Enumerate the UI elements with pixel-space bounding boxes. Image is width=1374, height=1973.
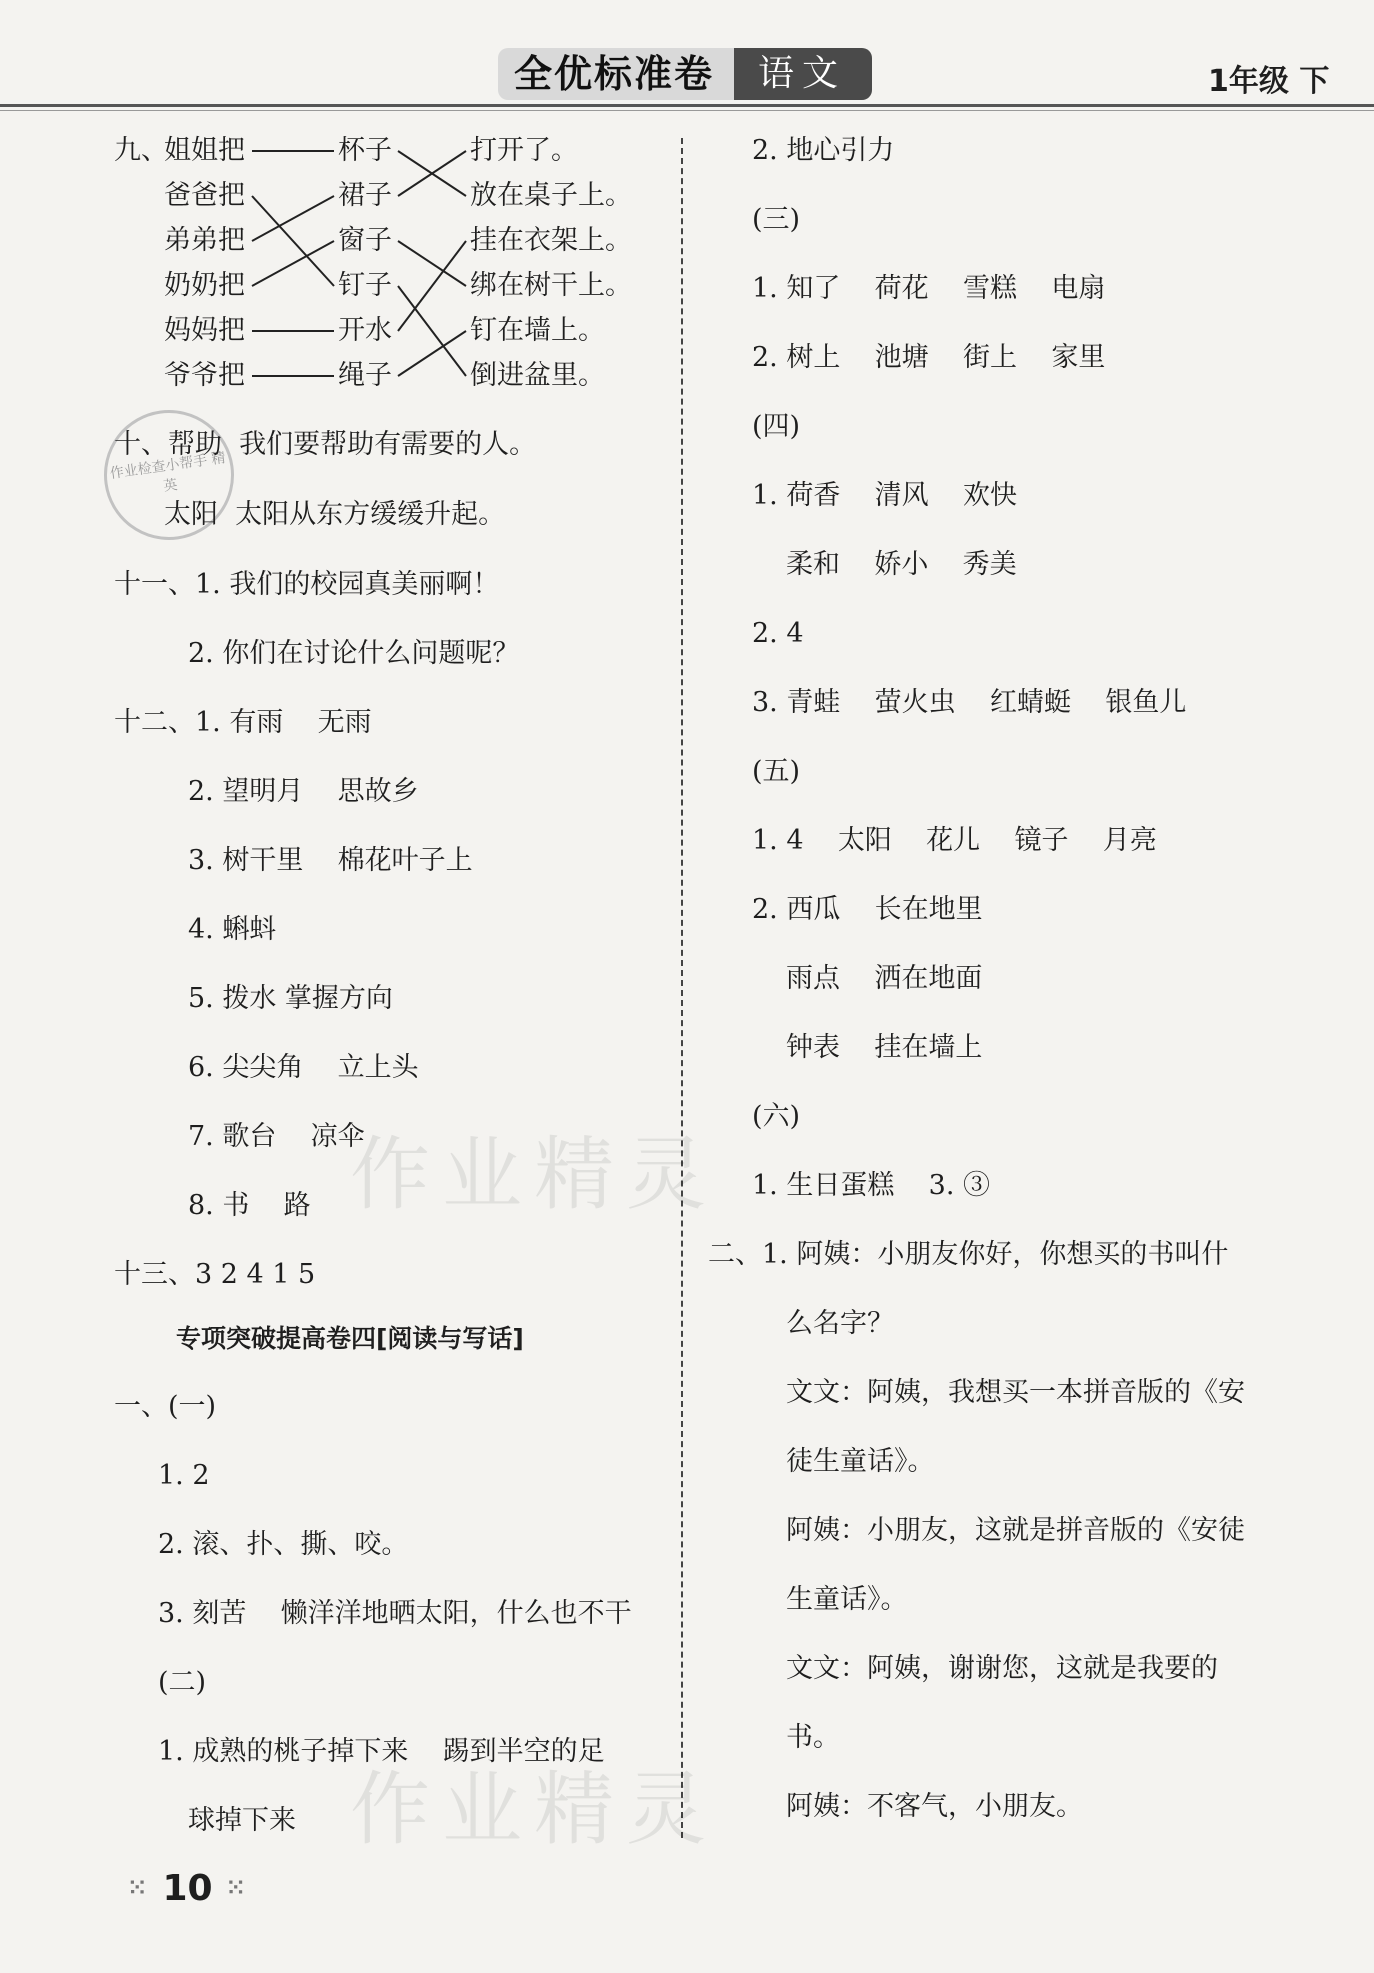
right-line-23: 文文：阿姨，谢谢您，这就是我要的 <box>786 1653 1218 1684</box>
q9-action-4: 绑在树干上。 <box>470 270 632 301</box>
right-line-18: 么名字？ <box>786 1308 894 1339</box>
right-line-12: 2. 西瓜 长在地里 <box>752 894 983 925</box>
right-line-8: 2. 4 <box>752 618 804 649</box>
watermark-2: 作业精灵 <box>350 1763 718 1856</box>
watermark: 作业精灵 <box>350 1128 718 1221</box>
q12-line-3: 3. 树干里 棉花叶子上 <box>188 845 473 876</box>
right-line-19: 文文：阿姨，我想买一本拼音版的《安 <box>786 1377 1245 1408</box>
q9-object-5: 开水 <box>338 315 392 346</box>
q9-subject-1: 姐姐把 <box>164 135 245 166</box>
q9-action-3: 挂在衣架上。 <box>470 225 632 256</box>
right-line-16: 1. 生日蛋糕 3. ③ <box>752 1170 991 1201</box>
right-line-5: (四) <box>752 411 801 442</box>
q9-action-5: 钉在墙上。 <box>470 315 605 346</box>
subject-label: 语文 <box>734 48 872 100</box>
right-line-25: 阿姨：不客气，小朋友。 <box>786 1791 1083 1822</box>
q9-subject-5: 妈妈把 <box>164 315 245 346</box>
grade-label: 1年级 下 <box>1208 64 1330 99</box>
s2-line-1b: 球掉下来 <box>188 1805 296 1836</box>
q12-line-2: 2. 望明月 思故乡 <box>188 776 419 807</box>
match-line-a-4 <box>252 241 334 286</box>
match-line-b-3 <box>398 241 466 286</box>
q9-subject-6: 爷爷把 <box>164 360 245 391</box>
q11-line-1: 十一、1. 我们的校园真美丽啊！ <box>114 569 500 600</box>
q9-object-4: 钉子 <box>338 270 392 301</box>
match-line-b-4 <box>398 286 466 376</box>
s1-head: 一、(一) <box>114 1391 217 1422</box>
q9-label: 九、 <box>114 135 168 166</box>
q9-object-6: 绳子 <box>338 360 392 391</box>
page-number: 10 <box>162 1868 213 1909</box>
q12-line-7: 7. 歌台 凉伞 <box>188 1121 365 1152</box>
q9-object-2: 裙子 <box>338 180 392 211</box>
s2-head: (二) <box>158 1667 207 1698</box>
q12-line-4: 4. 蝌蚪 <box>188 914 277 945</box>
right-line-14: 钟表 挂在墙上 <box>786 1032 983 1063</box>
s2-line-1a: 1. 成熟的桃子掉下来 踢到半空的足 <box>158 1736 605 1767</box>
q10-line-a: 十、帮助 我们要帮助有需要的人。 <box>114 429 537 460</box>
q9-action-6: 倒进盆里。 <box>470 360 605 391</box>
match-line-a-2 <box>252 196 334 286</box>
right-line-17: 二、1. 阿姨：小朋友你好，你想买的书叫什 <box>708 1239 1229 1270</box>
right-line-6: 1. 荷香 清风 欢快 <box>752 480 1018 511</box>
right-line-13: 雨点 洒在地面 <box>786 963 983 994</box>
matching-lines <box>0 0 681 400</box>
s1-line-1: 1. 2 <box>158 1460 210 1491</box>
right-line-7: 柔和 娇小 秀美 <box>786 549 1017 580</box>
q9-subject-2: 爸爸把 <box>164 180 245 211</box>
right-line-1: 2. 地心引力 <box>752 135 895 166</box>
q9-subject-4: 奶奶把 <box>164 270 245 301</box>
match-line-b-6 <box>398 331 466 376</box>
right-line-20: 徒生童话》。 <box>786 1446 935 1477</box>
q12-line-1: 十二、1. 有雨 无雨 <box>114 707 372 738</box>
q10-line-b: 太阳 太阳从东方缓缓升起。 <box>164 499 506 530</box>
right-line-3: 1. 知了 荷花 雪糕 电扇 <box>752 273 1106 304</box>
q9-object-1: 杯子 <box>338 135 392 166</box>
dots-right-icon: ⁙ <box>226 1876 247 1901</box>
q9-subject-3: 弟弟把 <box>164 225 245 256</box>
q12-line-6: 6. 尖尖角 立上头 <box>188 1052 419 1083</box>
right-line-24: 书。 <box>786 1722 840 1753</box>
q11-line-2: 2. 你们在讨论什么问题呢？ <box>188 638 520 669</box>
s1-line-3: 3. 刻苦 懒洋洋地晒太阳，什么也不干 <box>158 1598 632 1629</box>
right-line-10: (五) <box>752 756 801 787</box>
right-line-22: 生童话》。 <box>786 1584 908 1615</box>
q9-action-2: 放在桌子上。 <box>470 180 632 211</box>
s1-line-2: 2. 滚、扑、撕、咬。 <box>158 1529 409 1560</box>
column-divider <box>681 138 683 1838</box>
right-line-2: (三) <box>752 204 801 235</box>
q13-line: 十三、3 2 4 1 5 <box>114 1259 316 1290</box>
dots-left-icon: ⁙ <box>128 1876 149 1901</box>
page-number-area <box>128 1868 247 1909</box>
brand-name: 全优标准卷 <box>498 48 734 100</box>
match-line-a-3 <box>252 196 334 241</box>
section-title: 专项突破提高卷四[阅读与写话] <box>176 1324 524 1353</box>
match-line-b-5 <box>398 241 466 331</box>
right-line-15: (六) <box>752 1101 801 1132</box>
q12-line-8: 8. 书 路 <box>188 1190 311 1221</box>
right-line-21: 阿姨：小朋友，这就是拼音版的《安徒 <box>786 1515 1245 1546</box>
stamp: 作业检查小帮手 精英 <box>96 402 243 549</box>
right-line-4: 2. 树上 池塘 街上 家里 <box>752 342 1106 373</box>
right-line-11: 1. 4 太阳 花儿 镜子 月亮 <box>752 825 1157 856</box>
q9-object-3: 窗子 <box>338 225 392 256</box>
q12-line-5: 5. 拨水 掌握方向 <box>188 983 393 1014</box>
q9-action-1: 打开了。 <box>470 135 578 166</box>
right-line-9: 3. 青蛙 萤火虫 红蜻蜓 银鱼儿 <box>752 687 1187 718</box>
